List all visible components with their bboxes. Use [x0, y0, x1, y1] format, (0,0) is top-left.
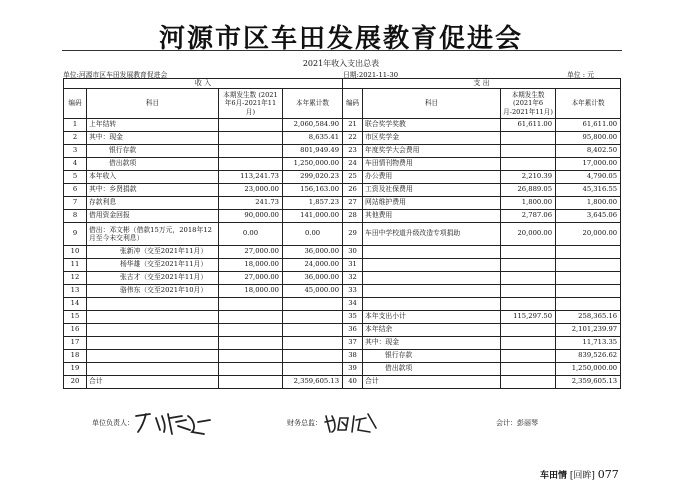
- income-cumulative-amount: [283, 298, 343, 311]
- row-code-right: 24: [343, 158, 363, 171]
- row-code-right: 38: [343, 350, 363, 363]
- expense-period-amount: [501, 132, 556, 145]
- income-item: [87, 337, 219, 350]
- table-row: [64, 184, 621, 197]
- col-header-item: 科目: [87, 89, 219, 119]
- expense-item: 其中：现金: [363, 337, 501, 350]
- book-name: 车田情: [540, 471, 568, 481]
- expense-period-amount: [501, 285, 556, 298]
- expense-cumulative-amount: [556, 298, 621, 311]
- expense-item: 市区奖学金: [363, 132, 501, 145]
- income-item: 其中：乡贤捐款: [87, 184, 219, 197]
- row-code-right: 31: [343, 259, 363, 272]
- table-row: [64, 246, 621, 259]
- col-header-code: 编码: [343, 89, 363, 119]
- expense-cumulative-amount: [556, 259, 621, 272]
- expense-period-amount: 26,889.05: [501, 184, 556, 197]
- income-cumulative-amount: [283, 337, 343, 350]
- expense-cumulative-amount: 3,645.06: [556, 210, 621, 223]
- row-code-right: 23: [343, 145, 363, 158]
- expense-period-amount: [501, 363, 556, 376]
- expense-item: 工资及社保费用: [363, 184, 501, 197]
- income-item: [87, 298, 219, 311]
- row-code-right: 29: [343, 223, 363, 246]
- table-row: [64, 223, 621, 246]
- row-code-left: 14: [64, 298, 87, 311]
- table-row: [64, 324, 621, 337]
- table-body: [64, 119, 621, 389]
- expense-item: [363, 298, 501, 311]
- col-header-cumulative: 本年累计数: [556, 89, 621, 119]
- income-cumulative-amount: 8,635.41: [283, 132, 343, 145]
- expense-period-amount: [501, 298, 556, 311]
- expense-item: [363, 272, 501, 285]
- expense-cumulative-amount: [556, 246, 621, 259]
- expense-cumulative-amount: 95,800.00: [556, 132, 621, 145]
- expense-cumulative-amount: 61,611.00: [556, 119, 621, 132]
- expense-period-amount: 1,800.00: [501, 197, 556, 210]
- row-code-right: 35: [343, 311, 363, 324]
- income-cumulative-amount: 299,020.23: [283, 171, 343, 184]
- table-row: [64, 337, 621, 350]
- income-cumulative-amount: 2,359,605.13: [283, 376, 343, 389]
- income-cumulative-amount: 1,250,000.00: [283, 158, 343, 171]
- expense-period-amount: 20,000.00: [501, 223, 556, 246]
- expense-item: 车田情刊物费用: [363, 158, 501, 171]
- head-signature: [132, 408, 214, 438]
- income-cumulative-amount: 801,949.49: [283, 145, 343, 158]
- table-row: [64, 285, 621, 298]
- table-row: [64, 171, 621, 184]
- expense-item: 年度奖学大会费用: [363, 145, 501, 158]
- income-item: 银行存款: [87, 145, 219, 158]
- row-code-left: 20: [64, 376, 87, 389]
- income-item: [87, 324, 219, 337]
- income-cumulative-amount: [283, 311, 343, 324]
- row-code-right: 27: [343, 197, 363, 210]
- row-code-left: 3: [64, 145, 87, 158]
- row-code-left: 4: [64, 158, 87, 171]
- expense-cumulative-amount: 4,790.05: [556, 171, 621, 184]
- expense-section-header: 支 出: [343, 79, 621, 89]
- row-code-right: 36: [343, 324, 363, 337]
- income-cumulative-amount: 156,163.00: [283, 184, 343, 197]
- income-period-amount: 0.00: [219, 223, 283, 246]
- row-code-right: 40: [343, 376, 363, 389]
- income-period-amount: [219, 119, 283, 132]
- income-item: 合计: [87, 376, 219, 389]
- income-item: 借出款项: [87, 158, 219, 171]
- table-row: [64, 119, 621, 132]
- income-period-amount: 241.73: [219, 197, 283, 210]
- finance-signature: [322, 410, 382, 436]
- expense-cumulative-amount: 17,000.00: [556, 158, 621, 171]
- income-period-amount: [219, 145, 283, 158]
- expense-cumulative-amount: 258,365.16: [556, 311, 621, 324]
- col-header-period: 本期发生数 (2021年6月-2021年11月): [219, 89, 283, 119]
- row-code-right: 39: [343, 363, 363, 376]
- row-code-left: 18: [64, 350, 87, 363]
- row-code-right: 22: [343, 132, 363, 145]
- row-code-left: 7: [64, 197, 87, 210]
- income-period-amount: [219, 363, 283, 376]
- report-date: 日期:2021-11-30: [343, 71, 399, 79]
- row-code-left: 15: [64, 311, 87, 324]
- head-label: 单位负责人：: [92, 419, 134, 427]
- expense-period-amount: [501, 259, 556, 272]
- section-tag: [回眸]: [569, 471, 595, 481]
- currency-unit: 单位 : 元: [567, 71, 595, 79]
- income-period-amount: [219, 376, 283, 389]
- row-code-right: 28: [343, 210, 363, 223]
- expense-period-amount: [501, 158, 556, 171]
- table-row: [64, 132, 621, 145]
- expense-item: 办公费用: [363, 171, 501, 184]
- income-cumulative-amount: 1,857.23: [283, 197, 343, 210]
- row-code-right: 25: [343, 171, 363, 184]
- expense-period-amount: [501, 246, 556, 259]
- income-period-amount: 90,000.00: [219, 210, 283, 223]
- table-row: [64, 363, 621, 376]
- row-code-left: 10: [64, 246, 87, 259]
- expense-cumulative-amount: 1,250,000.00: [556, 363, 621, 376]
- expense-cumulative-amount: 20,000.00: [556, 223, 621, 246]
- income-cumulative-amount: 45,000.00: [283, 285, 343, 298]
- income-period-amount: 113,241.73: [219, 171, 283, 184]
- organization-title: 河源市区车田发展教育促进会: [158, 24, 523, 54]
- row-code-left: 11: [64, 259, 87, 272]
- expense-cumulative-amount: 1,800.00: [556, 197, 621, 210]
- income-cumulative-amount: 24,000.00: [283, 259, 343, 272]
- income-item: 借出：邓文彬（借款15万元，2018年12月至今未交利息）: [87, 223, 219, 246]
- income-item: 借用资金回报: [87, 210, 219, 223]
- row-code-right: 30: [343, 246, 363, 259]
- income-item: 杨华雄（交至2021年11月）: [87, 259, 219, 272]
- expense-period-amount: [501, 324, 556, 337]
- income-item: [87, 363, 219, 376]
- accountant-label: 会计：彭丽琴: [496, 419, 538, 427]
- income-period-amount: 27,000.00: [219, 272, 283, 285]
- income-period-amount: [219, 298, 283, 311]
- expense-cumulative-amount: 2,101,239.97: [556, 324, 621, 337]
- row-code-right: 37: [343, 337, 363, 350]
- expense-cumulative-amount: [556, 272, 621, 285]
- income-period-amount: [219, 158, 283, 171]
- expense-period-amount: 61,611.00: [501, 119, 556, 132]
- row-code-left: 6: [64, 184, 87, 197]
- table-row: [64, 311, 621, 324]
- col-header-period: 本期发生数 (2021年6月-2021年11月): [501, 89, 556, 119]
- row-code-left: 1: [64, 119, 87, 132]
- income-cumulative-amount: [283, 350, 343, 363]
- income-period-amount: [219, 350, 283, 363]
- expense-cumulative-amount: 839,526.62: [556, 350, 621, 363]
- col-header-cumulative: 本年累计数: [283, 89, 343, 119]
- income-period-amount: 18,000.00: [219, 259, 283, 272]
- table-row: [64, 210, 621, 223]
- row-code-right: 33: [343, 285, 363, 298]
- row-code-left: 19: [64, 363, 87, 376]
- report-title: 2021年收入支出总表: [302, 59, 380, 68]
- income-cumulative-amount: 0.00: [283, 223, 343, 246]
- income-period-amount: [219, 132, 283, 145]
- income-item: [87, 350, 219, 363]
- row-code-right: 32: [343, 272, 363, 285]
- expense-item: 合计: [363, 376, 501, 389]
- table-row: [64, 350, 621, 363]
- finance-label: 财务总监：: [287, 419, 322, 427]
- expense-period-amount: [501, 337, 556, 350]
- expense-item: 银行存款: [363, 350, 501, 363]
- expense-item: [363, 259, 501, 272]
- unit-label: 单位:河源市区车田发展教育促进会: [63, 71, 168, 79]
- table-row: [64, 145, 621, 158]
- income-cumulative-amount: 2,060,584.90: [283, 119, 343, 132]
- expense-item: 车田中学校道升级改造专项捐助: [363, 223, 501, 246]
- income-cumulative-amount: 141,000.00: [283, 210, 343, 223]
- income-item: 其中：现金: [87, 132, 219, 145]
- income-period-amount: 18,000.00: [219, 285, 283, 298]
- expense-cumulative-amount: 8,402.50: [556, 145, 621, 158]
- expense-cumulative-amount: 11,713.35: [556, 337, 621, 350]
- expense-period-amount: 2,787.06: [501, 210, 556, 223]
- expense-period-amount: [501, 350, 556, 363]
- page-number: 077: [597, 468, 619, 481]
- expense-cumulative-amount: [556, 285, 621, 298]
- income-period-amount: 27,000.00: [219, 246, 283, 259]
- table-row: [64, 298, 621, 311]
- income-expense-table: [63, 78, 621, 389]
- row-code-right: 34: [343, 298, 363, 311]
- col-header-item: 科目: [363, 89, 501, 119]
- row-code-left: 2: [64, 132, 87, 145]
- table-row: [64, 197, 621, 210]
- income-item: 本年收入: [87, 171, 219, 184]
- row-code-right: 26: [343, 184, 363, 197]
- income-cumulative-amount: [283, 363, 343, 376]
- income-item: 张新冲（交至2021年11月）: [87, 246, 219, 259]
- expense-cumulative-amount: 45,316.55: [556, 184, 621, 197]
- income-period-amount: [219, 324, 283, 337]
- expense-item: 借出款项: [363, 363, 501, 376]
- expense-item: 其他费用: [363, 210, 501, 223]
- income-cumulative-amount: [283, 324, 343, 337]
- col-header-code: 编码: [64, 89, 87, 119]
- table-row: [64, 376, 621, 389]
- row-code-left: 16: [64, 324, 87, 337]
- expense-period-amount: [501, 145, 556, 158]
- income-section-header: 收 入: [64, 79, 343, 89]
- page-footer: [540, 468, 619, 481]
- row-code-left: 12: [64, 272, 87, 285]
- row-code-left: 8: [64, 210, 87, 223]
- expense-item: 本年支出小计: [363, 311, 501, 324]
- row-code-left: 9: [64, 223, 87, 246]
- expense-item: [363, 285, 501, 298]
- table-row: [64, 158, 621, 171]
- row-code-left: 17: [64, 337, 87, 350]
- title-underline: [62, 50, 622, 51]
- income-period-amount: [219, 337, 283, 350]
- income-item: 张古才（交至2021年11月）: [87, 272, 219, 285]
- income-cumulative-amount: 36,000.00: [283, 272, 343, 285]
- row-code-left: 5: [64, 171, 87, 184]
- income-item: [87, 311, 219, 324]
- income-cumulative-amount: 36,000.00: [283, 246, 343, 259]
- table-row: [64, 259, 621, 272]
- expense-item: [363, 246, 501, 259]
- expense-period-amount: [501, 376, 556, 389]
- expense-period-amount: 115,297.50: [501, 311, 556, 324]
- row-code-right: 21: [343, 119, 363, 132]
- income-period-amount: [219, 311, 283, 324]
- expense-period-amount: [501, 272, 556, 285]
- expense-item: 联合奖学奖教: [363, 119, 501, 132]
- income-item: 存款利息: [87, 197, 219, 210]
- expense-item: 本年结余: [363, 324, 501, 337]
- table-row: [64, 272, 621, 285]
- expense-period-amount: 2,210.39: [501, 171, 556, 184]
- expense-cumulative-amount: 2,359,605.13: [556, 376, 621, 389]
- row-code-left: 13: [64, 285, 87, 298]
- income-period-amount: 23,000.00: [219, 184, 283, 197]
- expense-item: 网站维护费用: [363, 197, 501, 210]
- income-item: 上年结转: [87, 119, 219, 132]
- income-item: 骆伟东（交至2021年10月）: [87, 285, 219, 298]
